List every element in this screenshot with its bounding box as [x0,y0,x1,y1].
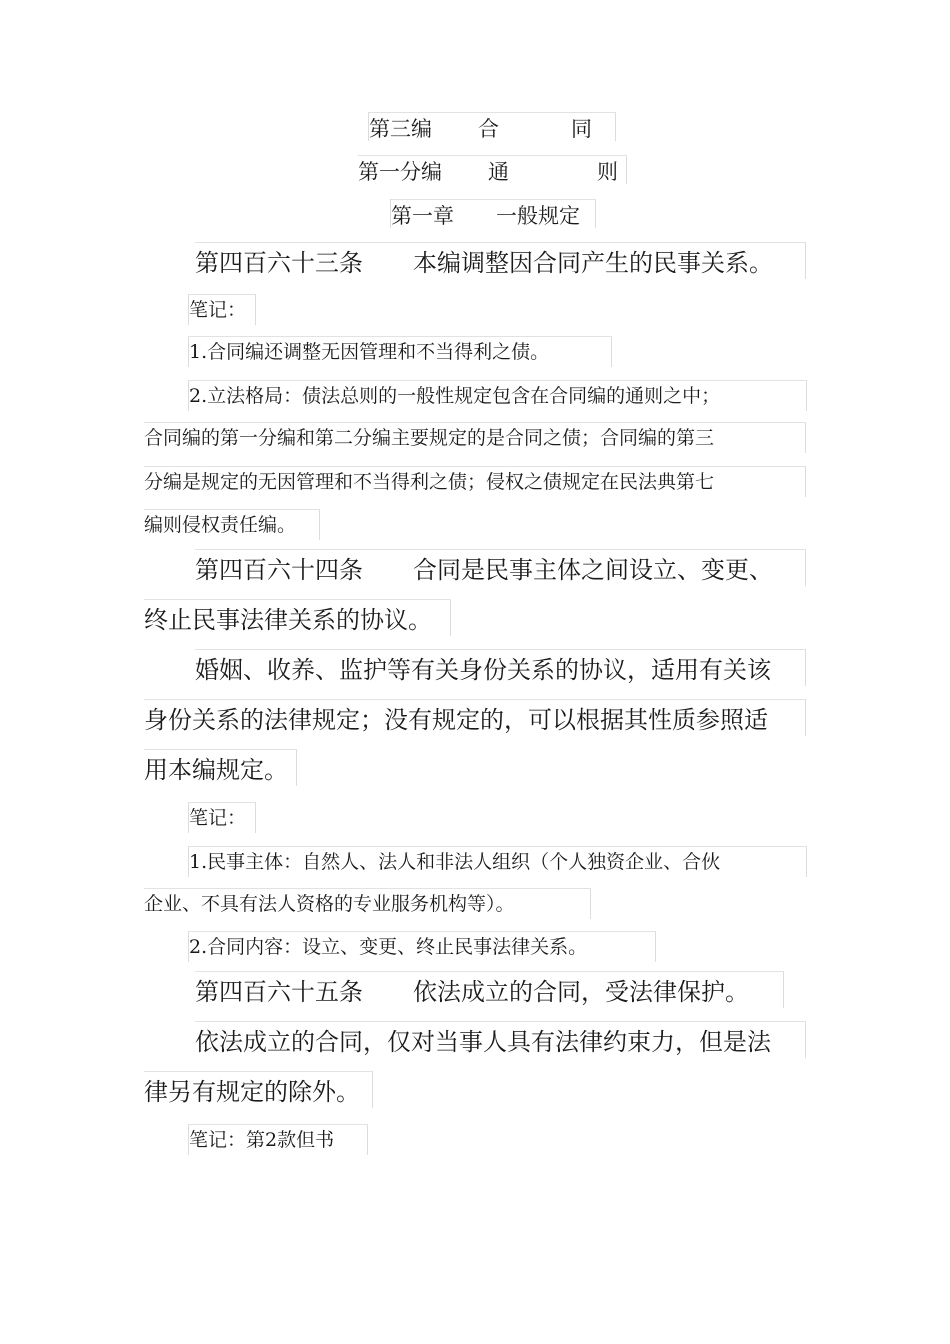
article-464-line-1 [195,549,806,586]
article-463-note-2-line-4: 编则侵权责任编。 [144,509,320,540]
chapter-title: 一般规定 [496,204,580,228]
article-463-number: 第四百六十三条 [195,249,363,277]
part-heading [368,112,616,141]
article-463-note-1: 1.合同编还调整无因管理和不当得利之债。 [188,336,612,367]
subpart-char-1: 通 [488,160,509,184]
article-463-note-2-line-3: 分编是规定的无因管理和不当得利之债；侵权之债规定在民法典第七 [144,466,806,497]
article-465-note: 笔记：第2款但书 [188,1124,368,1155]
article-464-note-label: 笔记： [188,802,256,833]
article-463-text: 本编调整因合同产生的民事关系。 [413,249,773,277]
article-464-line-2: 终止民事法律关系的协议。 [144,599,451,636]
article-465-line [195,971,784,1008]
subpart-label: 第一分编 [358,160,442,184]
part-label: 第三编 [369,117,432,141]
article-464-note-2: 2.合同内容：设立、变更、终止民事法律关系。 [188,931,656,962]
article-463-line [195,242,806,279]
article-464-note-1-line-1: 1.民事主体：自然人、法人和非法人组织（个人独资企业、合伙 [188,846,807,877]
article-463-note-2-line-1: 2.立法格局：债法总则的一般性规定包含在合同编的通则之中； [188,380,807,411]
chapter-heading [390,199,596,228]
part-char-1: 合 [478,117,499,141]
article-465-number: 第四百六十五条 [195,978,363,1006]
article-464-para-2-line-2: 身份关系的法律规定；没有规定的，可以根据其性质参照适 [144,699,806,736]
subpart-char-2: 则 [597,160,618,184]
article-463-note-2-line-2: 合同编的第一分编和第二分编主要规定的是合同之债；合同编的第三 [144,422,806,453]
part-char-2: 同 [571,117,592,141]
article-465-text: 依法成立的合同，受法律保护。 [413,978,749,1006]
article-463-note-label: 笔记： [188,294,256,325]
article-464-number: 第四百六十四条 [195,556,363,584]
article-465-para-2-line-2: 律另有规定的除外。 [144,1071,373,1108]
article-464-text: 合同是民事主体之间设立、变更、 [413,556,773,584]
chapter-label: 第一章 [391,204,454,228]
article-465-para-2-line-1: 依法成立的合同，仅对当事人具有法律约束力，但是法 [195,1021,806,1058]
article-464-para-2-line-1: 婚姻、收养、监护等有关身份关系的协议，适用有关该 [195,649,806,686]
subpart-heading [358,155,627,184]
article-464-para-2-line-3: 用本编规定。 [144,749,297,786]
article-464-note-1-line-2: 企业、不具有法人资格的专业服务机构等）。 [144,888,591,919]
